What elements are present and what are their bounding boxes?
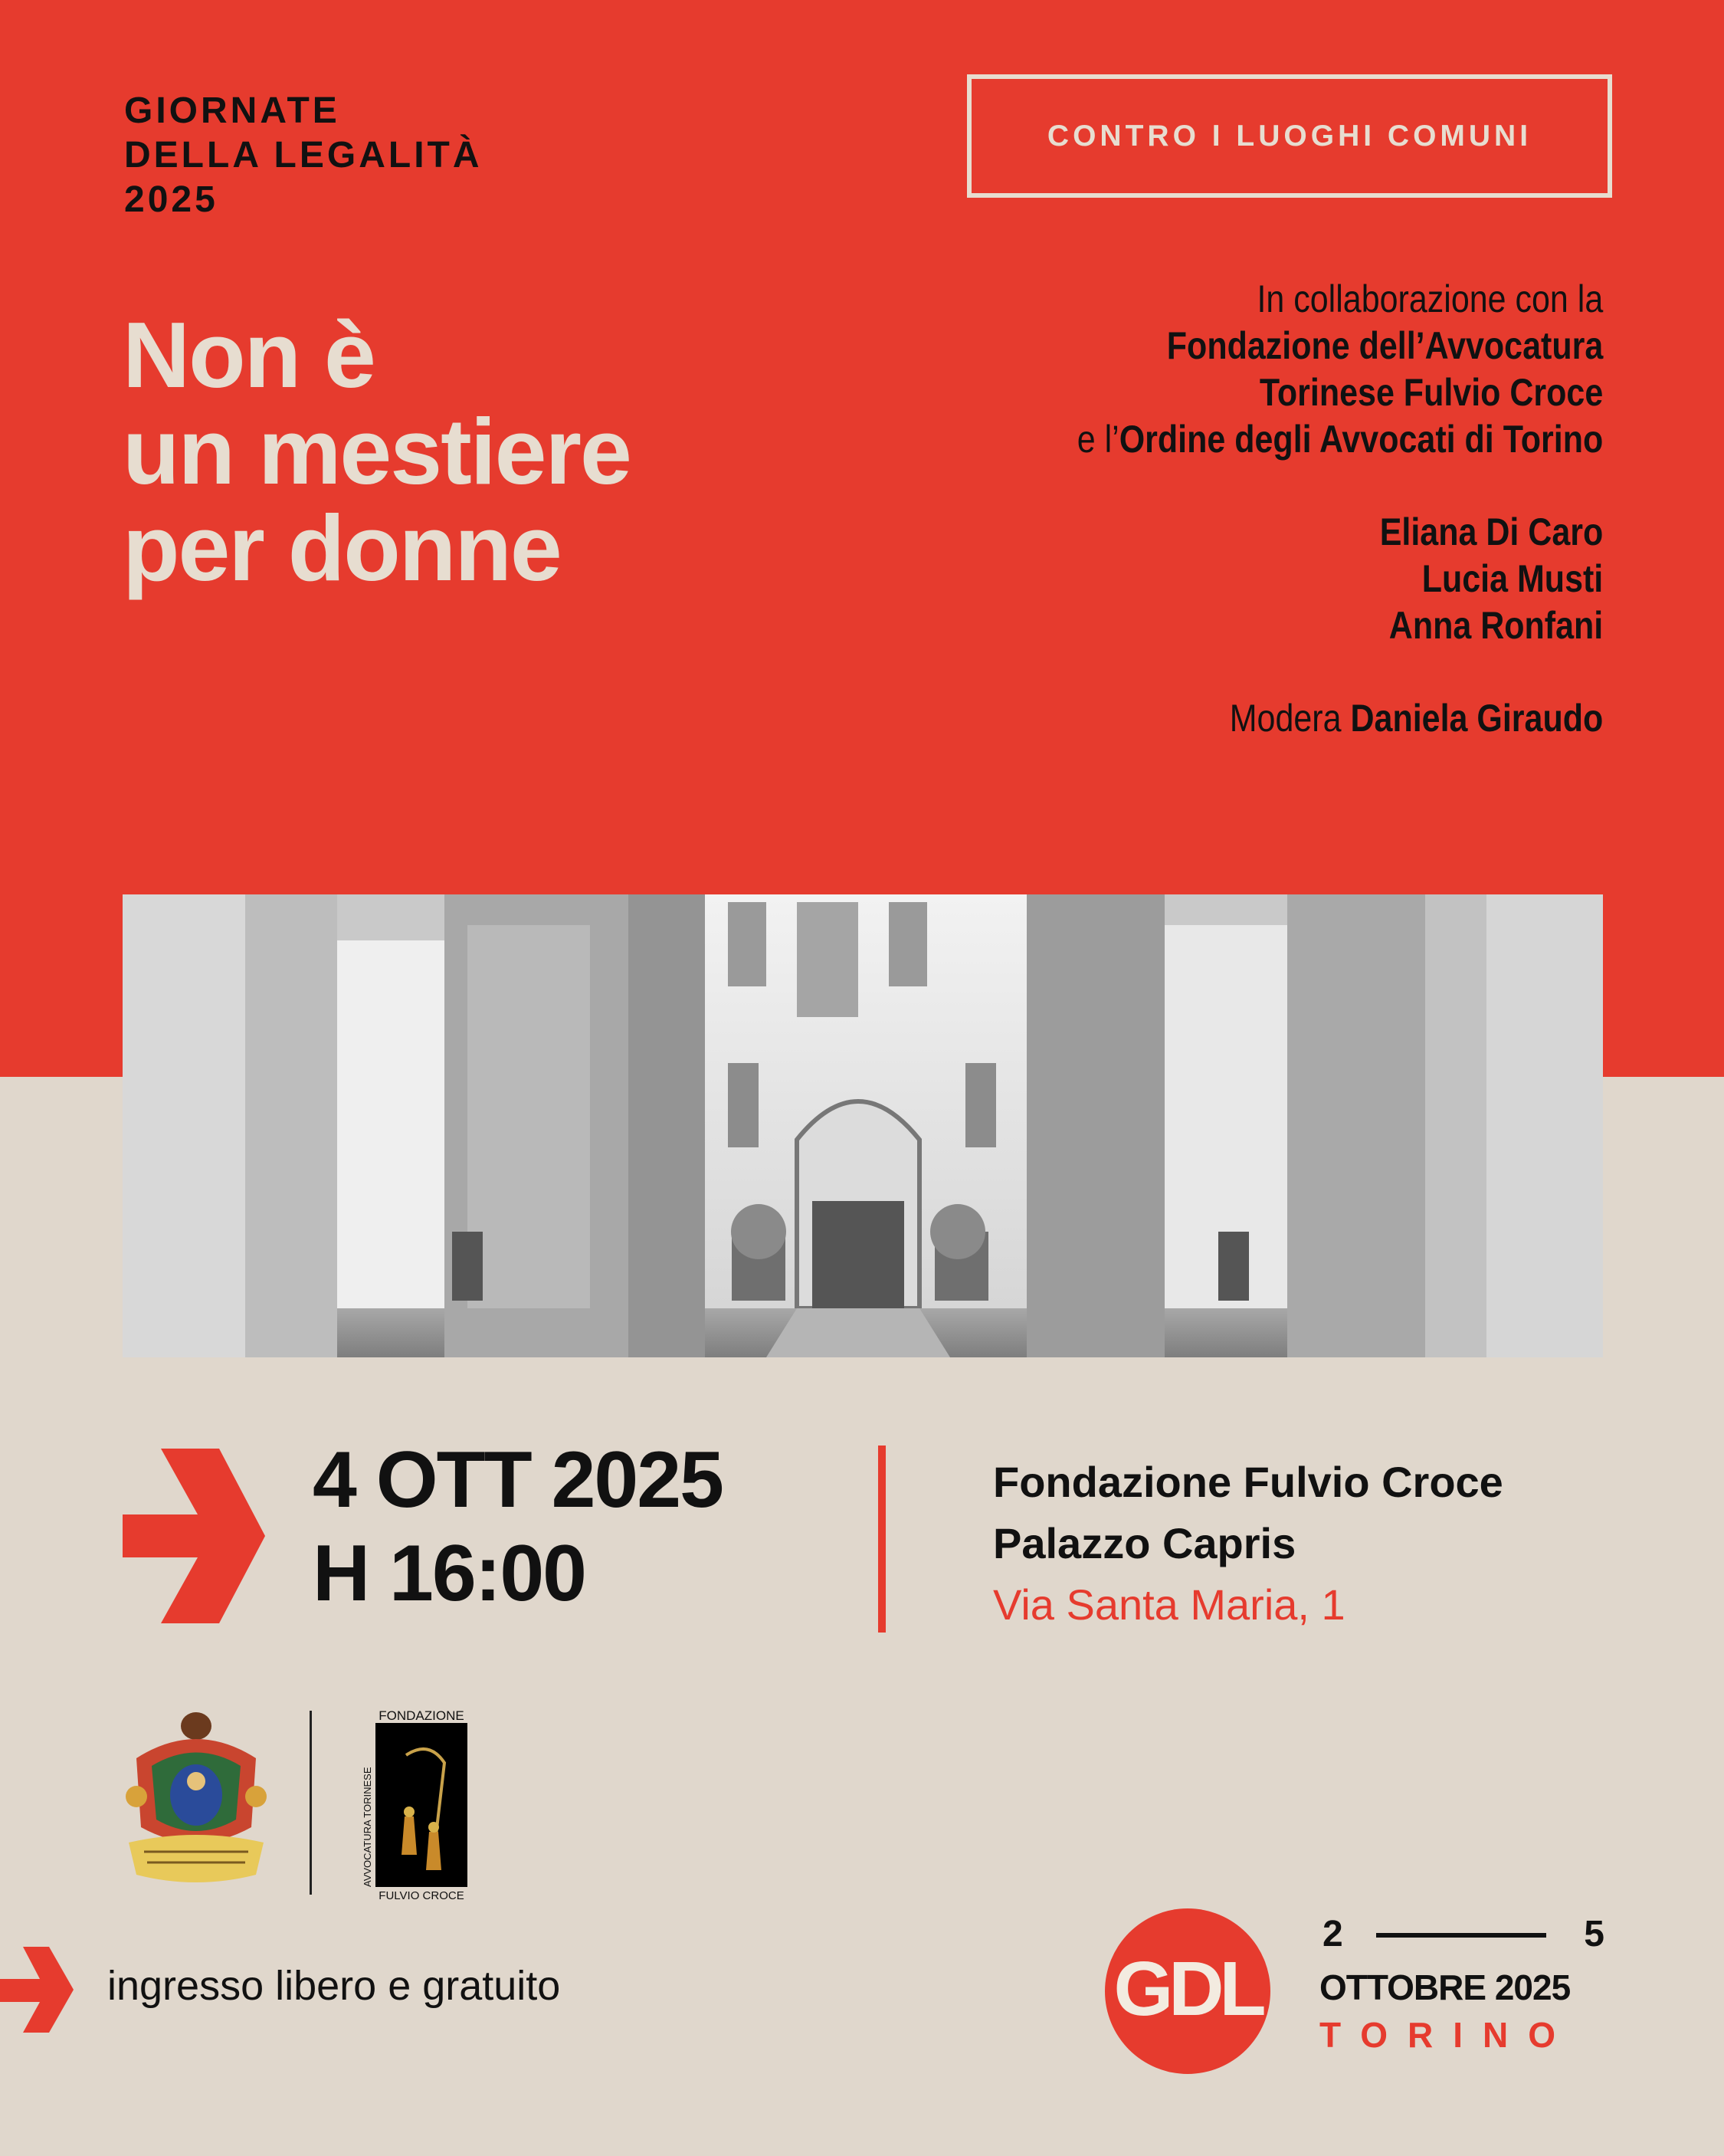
venue-building: Palazzo Capris (993, 1519, 1296, 1567)
collab-org1-line2: Torinese Fulvio Croce (1259, 371, 1603, 414)
tagline-text: CONTRO I LUOGHI COMUNI (1047, 119, 1532, 153)
festival-end-day: 5 (1584, 1914, 1604, 1954)
series-line-3: 2025 (124, 179, 218, 220)
gdl-logo-text: GDL (1113, 1946, 1262, 2032)
arrow-right-icon (123, 1449, 265, 1623)
event-date: 4 OTT 2025 (313, 1436, 723, 1524)
entry-info: ingresso libero e gratuito (107, 1963, 561, 2009)
vertical-divider (878, 1446, 886, 1633)
collab-intro: In collaborazione con la (1257, 277, 1603, 320)
festival-start-day: 2 (1322, 1914, 1343, 1954)
festival-city: TORINO (1319, 2015, 1576, 2055)
moderator-label: Modera (1229, 697, 1351, 740)
fondazione-fulvio-croce-logo (360, 1709, 483, 1904)
date-range-line (1376, 1933, 1546, 1938)
svg-text:FULVIO CROCE: FULVIO CROCE (379, 1889, 464, 1902)
collab-conjunction: e l’ (1077, 418, 1119, 461)
logo-separator (310, 1711, 312, 1895)
collab-org1-line1: Fondazione dell’Avvocatura (1166, 324, 1603, 367)
arrow-right-icon (0, 1947, 74, 2033)
speaker-2: Lucia Musti (1421, 557, 1603, 600)
event-series-title (124, 89, 483, 222)
speaker-1: Eliana Di Caro (1379, 510, 1603, 553)
collab-org2: Ordine degli Avvocati di Torino (1119, 418, 1603, 461)
svg-text:AVVOCATURA TORINESE: AVVOCATURA TORINESE (362, 1767, 373, 1887)
event-time: H 16:00 (313, 1529, 585, 1618)
speaker-3: Anna Ronfani (1388, 604, 1603, 647)
venue-name: Fondazione Fulvio Croce (993, 1458, 1503, 1506)
collaboration-block (1077, 276, 1603, 742)
festival-dates (1319, 1913, 1604, 2056)
moderator-name: Daniela Giraudo (1350, 697, 1603, 740)
series-line-1: GIORNATE (124, 90, 340, 131)
series-line-2: DELLA LEGALITÀ (124, 135, 483, 176)
venue-photo (123, 894, 1603, 1357)
event-title (123, 303, 631, 600)
venue-address: Via Santa Maria, 1 (993, 1580, 1345, 1629)
event-datetime (313, 1433, 723, 1620)
title-line-3: per donne (123, 496, 561, 600)
venue-block (993, 1452, 1503, 1636)
festival-month-year: OTTOBRE 2025 (1319, 1967, 1571, 2007)
gdl-logo (1105, 1908, 1270, 2074)
tagline-box (967, 74, 1612, 198)
title-line-1: Non è (123, 303, 375, 407)
svg-text:FONDAZIONE: FONDAZIONE (379, 1709, 464, 1723)
ordine-avvocati-crest-logo (121, 1712, 271, 1887)
title-line-2: un mestiere (123, 399, 631, 504)
